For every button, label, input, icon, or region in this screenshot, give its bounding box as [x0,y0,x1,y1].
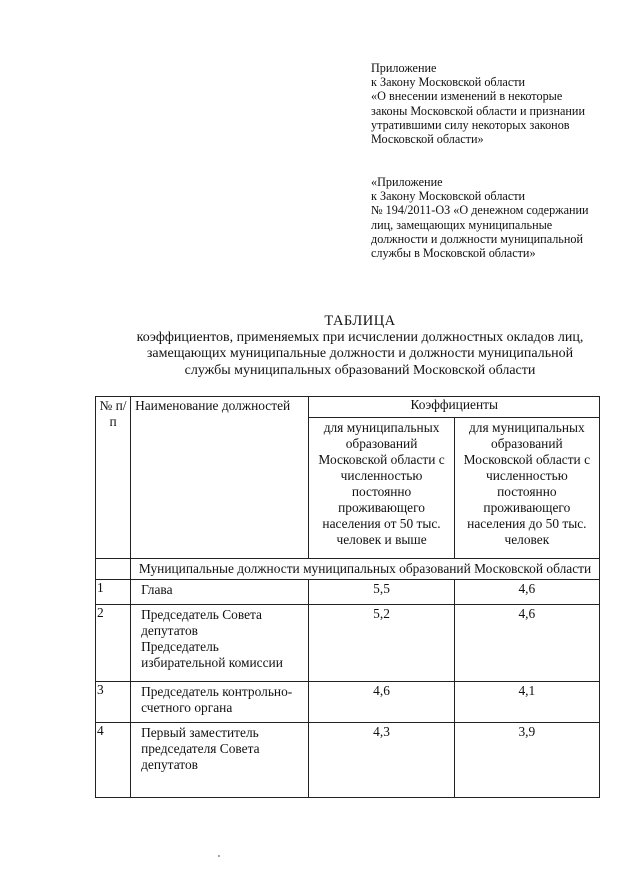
annex-note-line: к Закону Московской области [371,75,526,90]
law-annex-note [371,175,633,260]
law-annex-note-line: к Закону Московской области [371,189,526,204]
law-annex-note-line: службы в Московской области» [371,246,536,261]
table-subtitle-line: коэффициентов, применяемых при исчислении должностных окладов лиц, [136,329,584,345]
section-row [96,559,600,580]
header-number: № п/п [96,397,131,559]
header-small-municipalities: для муниципальных образований Московской области с численностью постоянно проживающего населения до 50 тыс. человек [454,418,599,559]
position-name-line: Глава [141,582,173,597]
section-title: Муниципальные должности муниципальных образований Московской области [131,559,600,580]
position-name-line: Председатель Совета депутатов [141,607,262,638]
table-subtitle-line: службы муниципальных образований Московской области [184,362,536,378]
law-annex-note-line: № 194/2011-ОЗ «О денежном содержании [371,203,589,218]
row-coefficient-small: 3,9 [454,723,599,798]
row-coefficient-large: 4,6 [309,682,454,723]
law-annex-note-line: «Приложение [371,175,443,189]
annex-note-line: Приложение [371,61,437,75]
header-coefficients: Коэффициенты [309,397,600,418]
annex-note-line: утратившими силу некоторых законов [371,117,570,132]
table-row [96,580,600,605]
row-position-name [131,580,309,605]
header-position-name: Наименование должностей [131,397,309,559]
position-name-line: Первый заместитель председателя Совета депутатов [141,725,260,772]
table-title: ТАБЛИЦА [324,313,396,329]
annex-note [371,61,633,146]
table-header-row [96,397,600,418]
row-position-name [131,682,309,723]
scan-speck [218,855,220,857]
annex-note-line: Московской области» [371,132,484,147]
header-large-municipalities: для муниципальных образований Московской области с численностью постоянно проживающего населения от 50 тыс. человек и выше [309,418,454,559]
row-number: 1 [96,580,131,605]
table-row [96,605,600,682]
row-position-name [131,723,309,798]
coefficients-table [95,396,600,798]
position-name-line: Председатель контрольно-счетного органа [141,684,293,715]
row-coefficient-large: 4,3 [309,723,454,798]
section-number-cell [96,559,131,580]
row-coefficient-small: 4,6 [454,580,599,605]
row-number: 2 [96,605,131,682]
table-heading [90,313,630,379]
table-row [96,682,600,723]
row-position-name [131,605,309,682]
table-subtitle-line: замещающих муниципальные должности и должности муниципальной [146,346,574,361]
row-number: 4 [96,723,131,798]
row-number: 3 [96,682,131,723]
row-coefficient-large: 5,2 [309,605,454,682]
table-row [96,723,600,798]
annex-note-line: «О внесении изменений в некоторые [371,89,563,104]
law-annex-note-line: лиц, замещающих муниципальные [371,217,553,232]
annex-note-line: законы Московской области и признании [371,103,585,118]
row-coefficient-small: 4,6 [454,605,599,682]
row-coefficient-small: 4,1 [454,682,599,723]
row-coefficient-large: 5,5 [309,580,454,605]
law-annex-note-line: должности и должности муниципальной [371,231,584,246]
position-name-line: Председатель избирательной комиссии [141,639,283,670]
